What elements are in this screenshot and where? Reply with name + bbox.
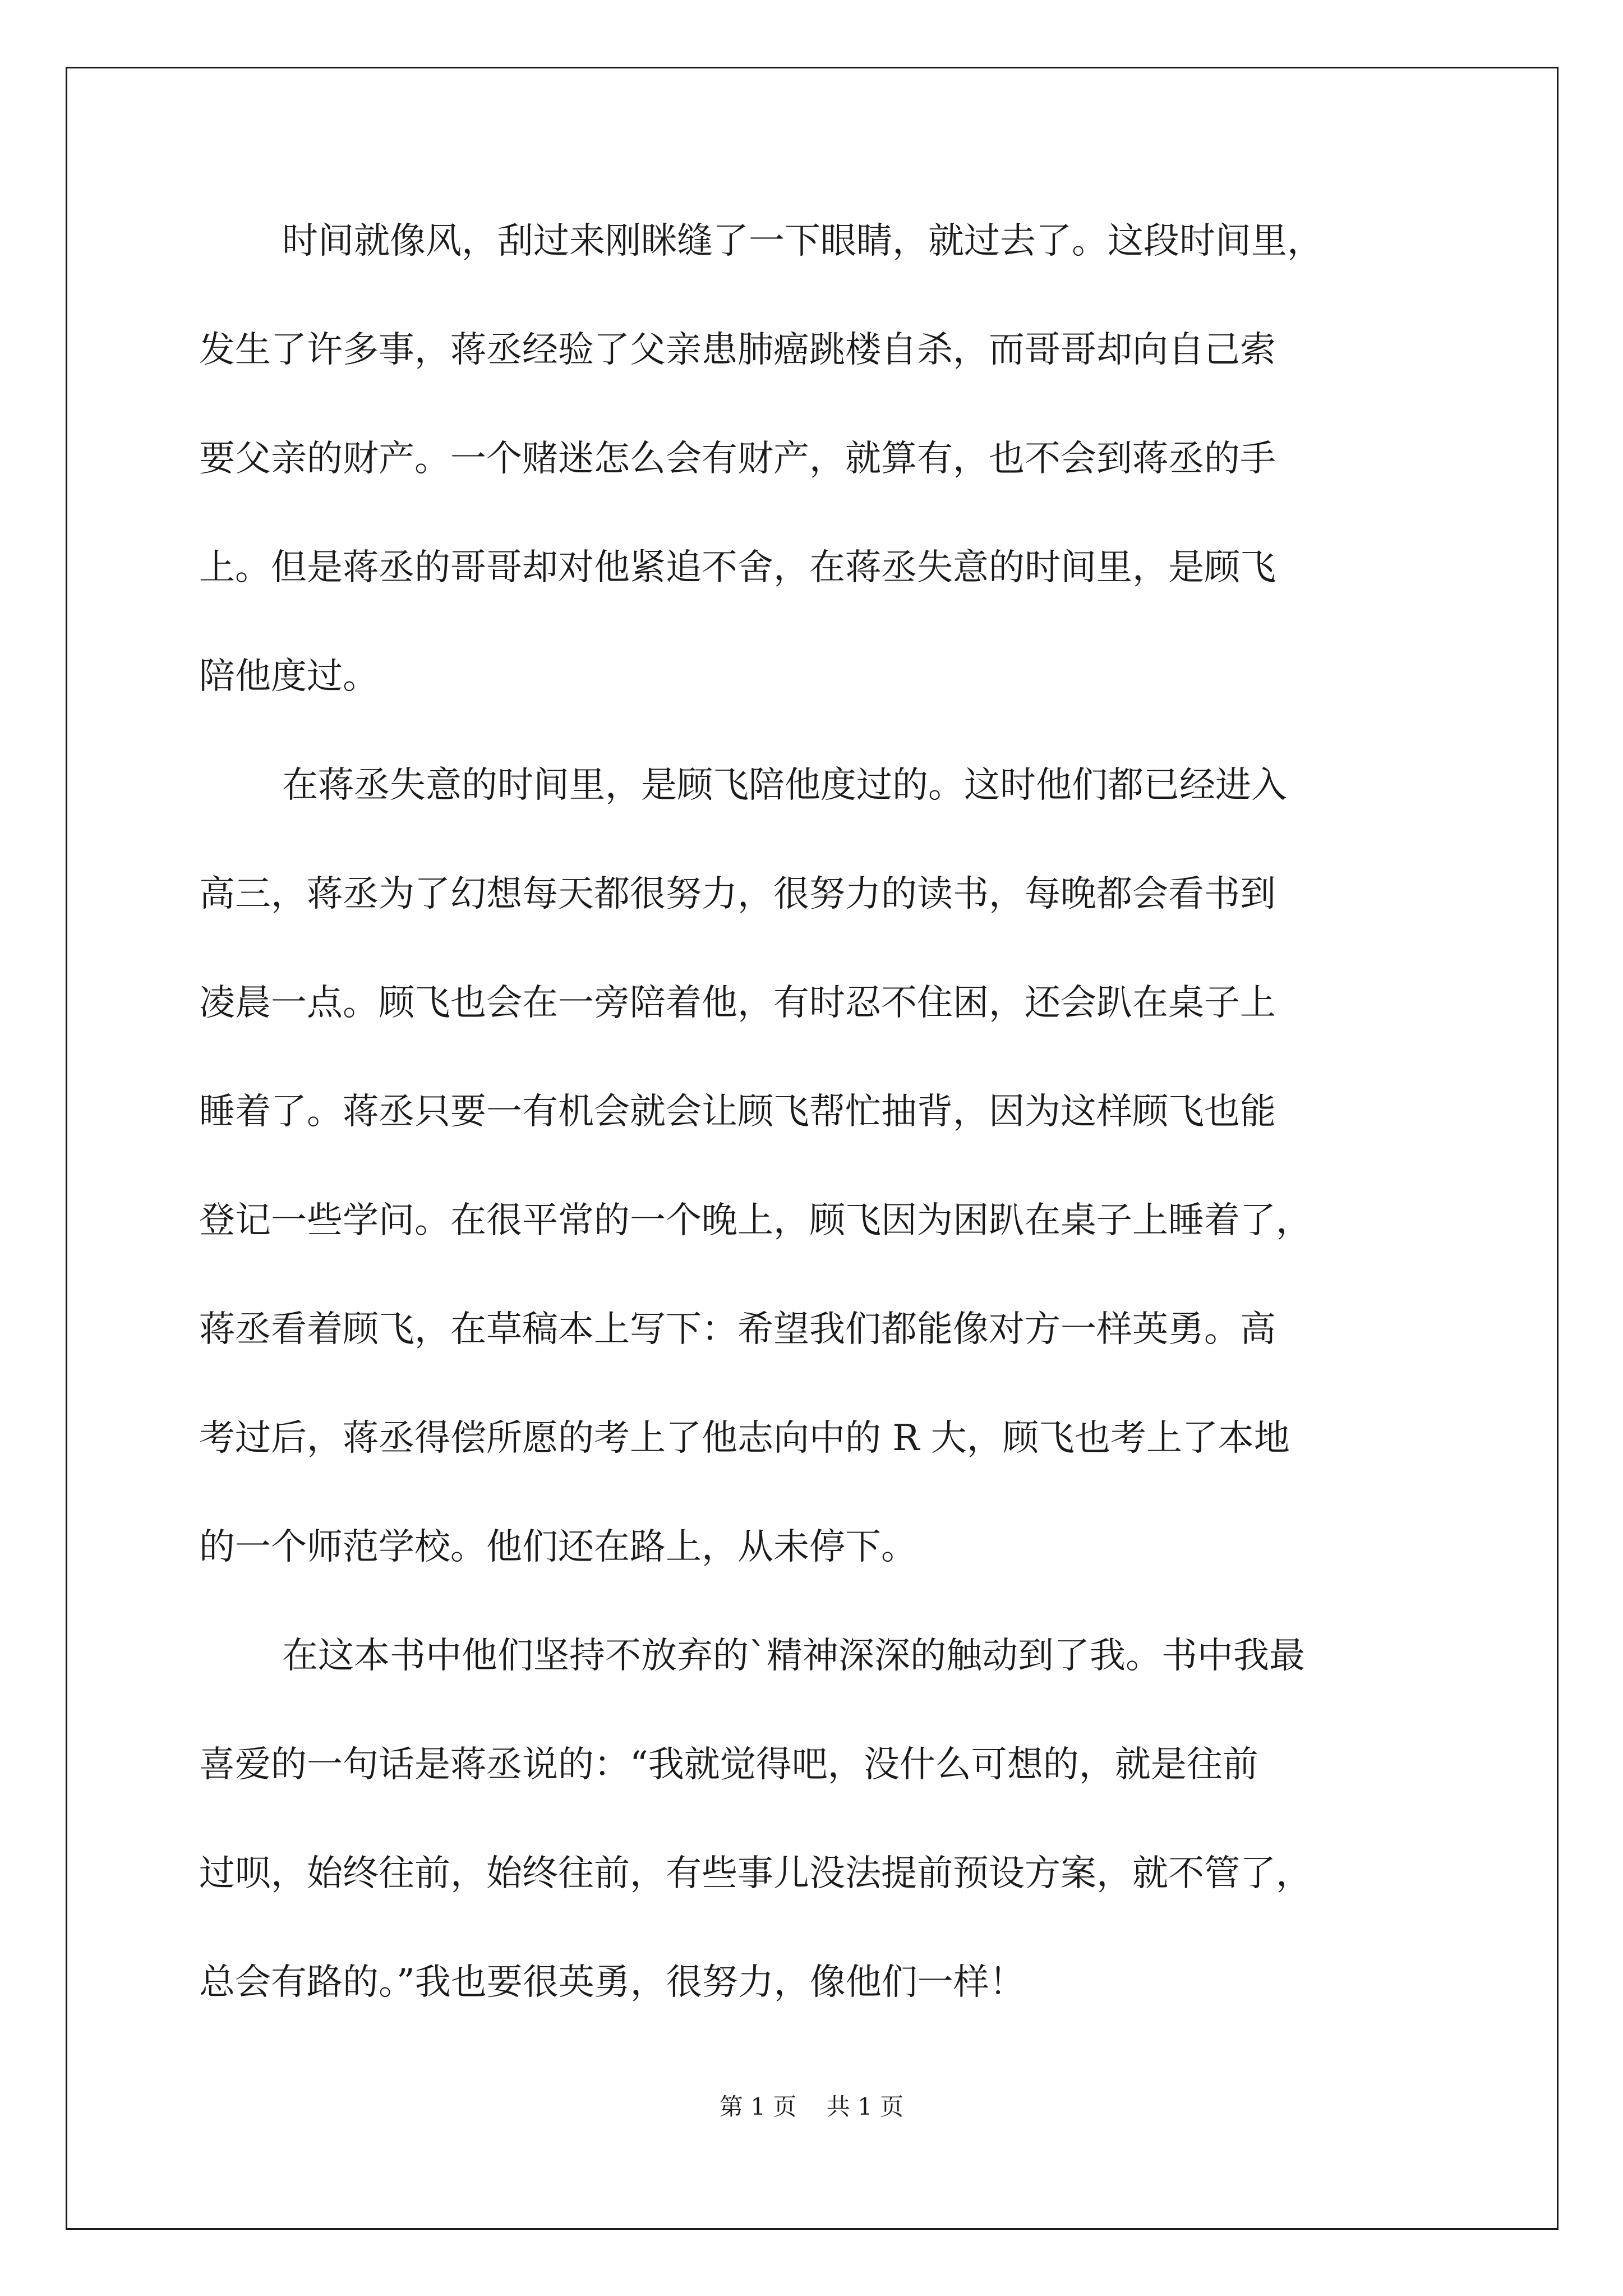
paragraph-3-line-1: 在这本书中他们坚持不放弃的`精神深深的触动到了我。书中我最 xyxy=(282,1635,1305,1677)
paragraph-2-line-6: 蒋丞看着顾飞，在草稿本上写下：希望我们都能像对方一样英勇。高 xyxy=(199,1309,1276,1350)
paragraph-3-line-3: 过呗，始终往前，始终往前，有些事儿没法提前预设方案，就不管了， xyxy=(199,1853,1312,1894)
paragraph-2-line-3: 凌晨一点。顾飞也会在一旁陪着他，有时忍不住困，还会趴在桌子上 xyxy=(199,982,1276,1024)
paragraph-2-line-4: 睡着了。蒋丞只要一有机会就会让顾飞帮忙抽背，因为这样顾飞也能 xyxy=(199,1091,1276,1133)
paragraph-1-line-2: 发生了许多事，蒋丞经验了父亲患肺癌跳楼自杀，而哥哥却向自己索 xyxy=(199,329,1276,371)
paragraph-2-line-7: 考过后，蒋丞得偿所愿的考上了他志向中的 R 大，顾飞也考上了本地 xyxy=(199,1418,1290,1459)
paragraph-1-line-5: 陪他度过。 xyxy=(199,656,379,697)
page-number-footer: 第 1 页 共 1 页 xyxy=(719,2093,904,2120)
paragraph-2-line-1: 在蒋丞失意的时间里，是顾飞陪他度过的。这时他们都已经进入 xyxy=(282,765,1287,806)
paragraph-3-line-2: 喜爱的一句话是蒋丞说的：“我就觉得吧，没什么可想的，就是往前 xyxy=(199,1744,1258,1786)
page-border xyxy=(66,67,1559,2230)
paragraph-1-line-4: 上。但是蒋丞的哥哥却对他紧追不舍，在蒋丞失意的时间里，是顾飞 xyxy=(199,547,1276,588)
paragraph-1-line-3: 要父亲的财产。一个赌迷怎么会有财产，就算有，也不会到蒋丞的手 xyxy=(199,438,1276,480)
paragraph-1-line-1: 时间就像风，刮过来刚眯缝了一下眼睛，就过去了。这段时间里， xyxy=(282,220,1323,262)
paragraph-2-line-2: 高三，蒋丞为了幻想每天都很努力，很努力的读书，每晚都会看书到 xyxy=(199,873,1276,915)
paragraph-2-line-8: 的一个师范学校。他们还在路上，从未停下。 xyxy=(199,1526,917,1568)
paragraph-2-line-5: 登记一些学问。在很平常的一个晚上，顾飞因为困趴在桌子上睡着了， xyxy=(199,1200,1312,1241)
paragraph-3-line-4: 总会有路的。”我也要很英勇，很努力，像他们一样！ xyxy=(199,1962,1025,2003)
